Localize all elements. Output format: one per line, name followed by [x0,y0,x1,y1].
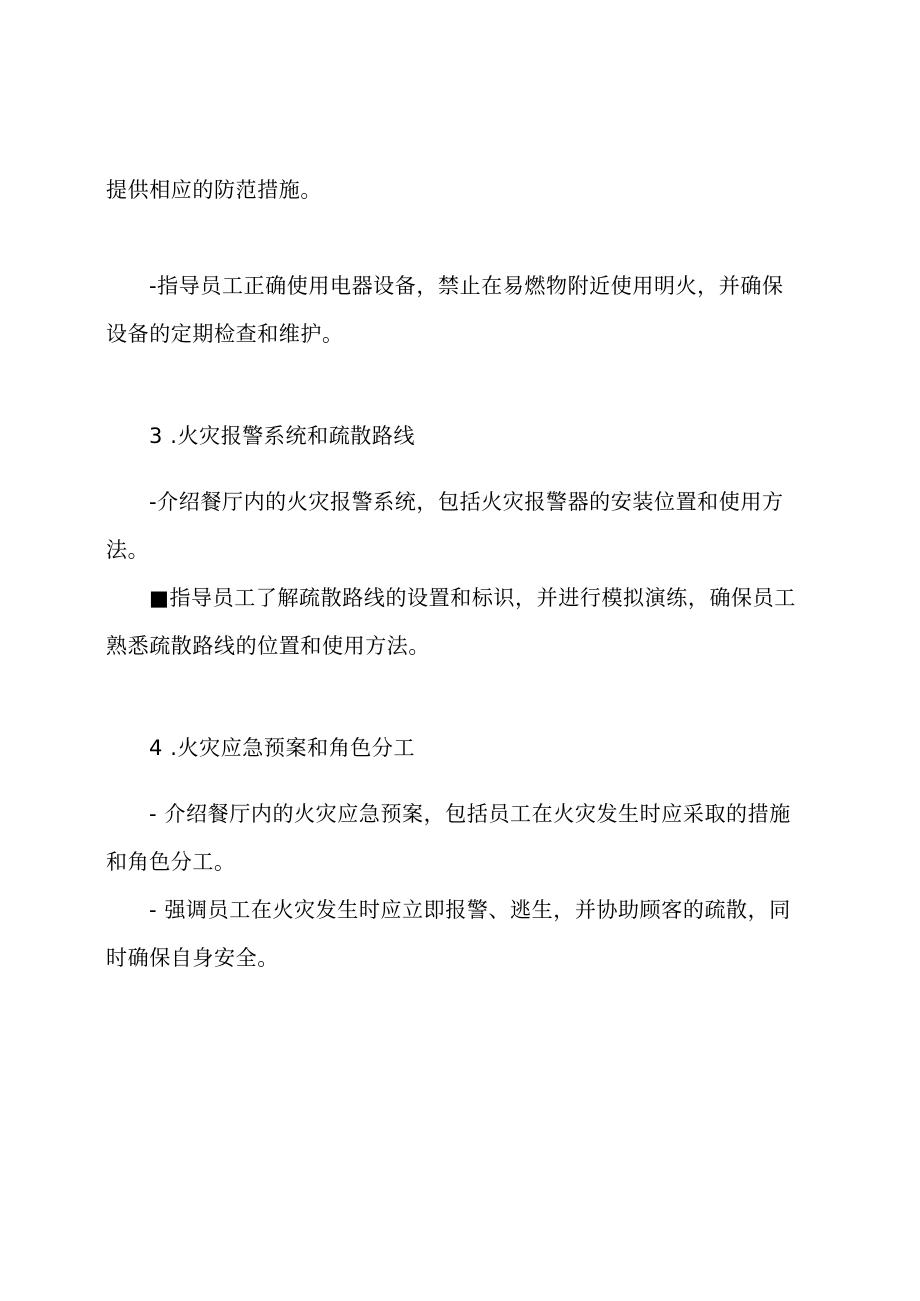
paragraph-line: - 强调员工在火灾发生时应立即报警、逃生，并协助顾客的疏散，同 [149,898,791,922]
section-heading-3: 3 .火灾报警系统和疏散路线 [149,424,416,448]
paragraph-line: -介绍餐厅内的火灾报警系统，包括火灾报警器的安装位置和使用方 [149,490,784,514]
paragraph-line: 法。 [106,538,150,562]
paragraph-line: 时确保自身安全。 [106,946,279,970]
paragraph-line: - 介绍餐厅内的火灾应急预案，包括员工在火灾发生时应采取的措施 [149,802,791,826]
paragraph-line: ■指导员工了解疏散路线的设置和标识，并进行模拟演练，确保员工 [149,586,796,610]
paragraph-line: 提供相应的防范措施。 [106,178,322,202]
paragraph-line: 和角色分工。 [106,850,236,874]
paragraph-line: 熟悉疏散路线的位置和使用方法。 [106,634,430,658]
section-heading-4: 4 .火灾应急预案和角色分工 [149,736,416,760]
paragraph-line: 设备的定期检查和维护。 [106,322,344,346]
paragraph-line: -指导员工正确使用电器设备，禁止在易燃物附近使用明火，并确保 [149,274,784,298]
